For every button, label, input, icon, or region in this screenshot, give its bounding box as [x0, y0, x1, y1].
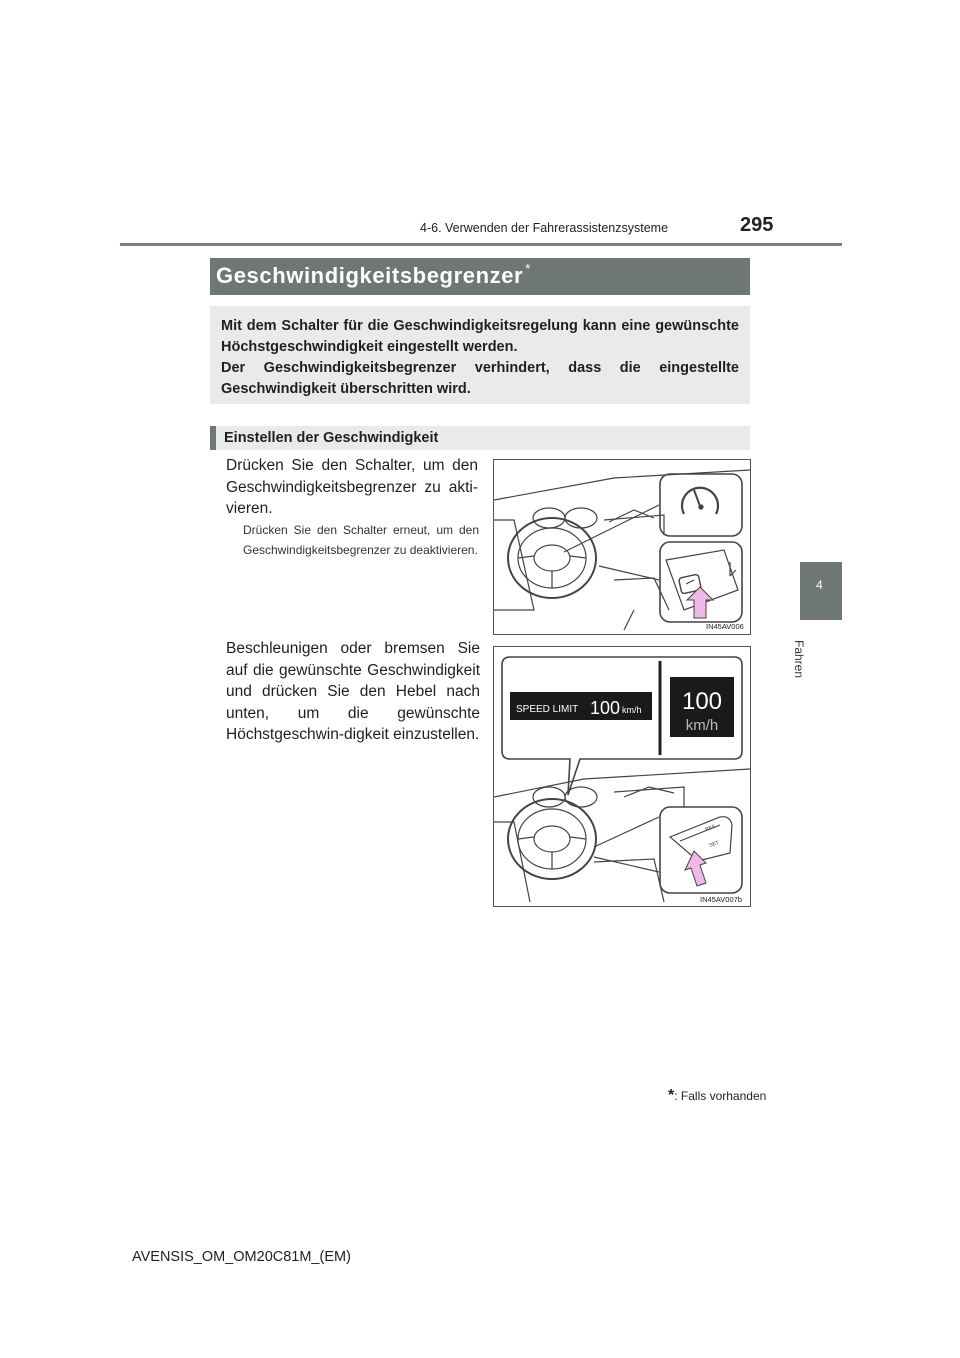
- step-1-note: Drücken Sie den Schalter erneut, um den Geschwindigkeitsbegrenzer zu deaktivieren.: [243, 523, 479, 557]
- page-number: 295: [740, 214, 774, 236]
- footer-doc-code: AVENSIS_OM_OM20C81M_(EM): [132, 1249, 351, 1265]
- title-marker: *: [525, 261, 531, 276]
- lever-label-set: SET: [708, 839, 720, 849]
- speed-big-value: 100: [681, 688, 723, 715]
- intro-text: [221, 316, 739, 400]
- footnote-text: : Falls vorhanden: [674, 1089, 767, 1103]
- section-title-text: Geschwindigkeitsbegrenzer: [216, 263, 524, 288]
- push-down-arrow-icon: [685, 851, 706, 886]
- figure-switch-illustration: [494, 460, 750, 634]
- intro-line-1: Mit dem Schalter für die Geschwindigkeitsregelung kann eine gewünschte Höchstgeschwindigkeit eingestellt werden.: [221, 318, 739, 355]
- chapter-tab-label: Fahren: [792, 640, 806, 679]
- section-title: [216, 263, 529, 289]
- intro-line-2: Der Geschwindigkeitsbegrenzer verhindert, dass die eingestellte Geschwindigkeit überschritten wird.: [221, 360, 739, 397]
- subheading-accent: [210, 426, 216, 450]
- step-2-text: Beschleunigen oder bremsen Sie auf die gewünschte Geschwindigkeit und drücken Sie den Hebel nach unten, um die gewünschte Höchstgeschwin-digkeit einzustellen.: [226, 640, 480, 743]
- figure-lever-illustration: [494, 647, 750, 906]
- footnote-marker: *: [668, 1087, 675, 1104]
- speed-limit-label: SPEED LIMIT: [516, 704, 579, 715]
- figure-switch-code: IN45AV006: [706, 622, 744, 631]
- speed-limit-unit: km/h: [622, 705, 642, 715]
- lever-label-res: RES: [704, 823, 717, 833]
- figure-switch: [493, 459, 751, 635]
- figure-lever: [493, 646, 751, 907]
- running-header-section: 4-6. Verwenden der Fahrerassistenzsysteme: [420, 221, 669, 235]
- subheading: Einstellen der Geschwindigkeit: [224, 430, 439, 446]
- speed-limit-value: 100: [590, 698, 621, 718]
- speed-big-unit: km/h: [685, 717, 719, 734]
- chapter-tab-number: 4: [816, 578, 823, 592]
- footnote: [668, 1087, 766, 1105]
- step-1-text: Drücken Sie den Schalter, um den Geschwindigkeitsbegrenzer zu akti-vieren.: [226, 457, 478, 517]
- header-rule: [120, 243, 842, 246]
- figure-lever-code: IN45AV007b: [700, 895, 742, 904]
